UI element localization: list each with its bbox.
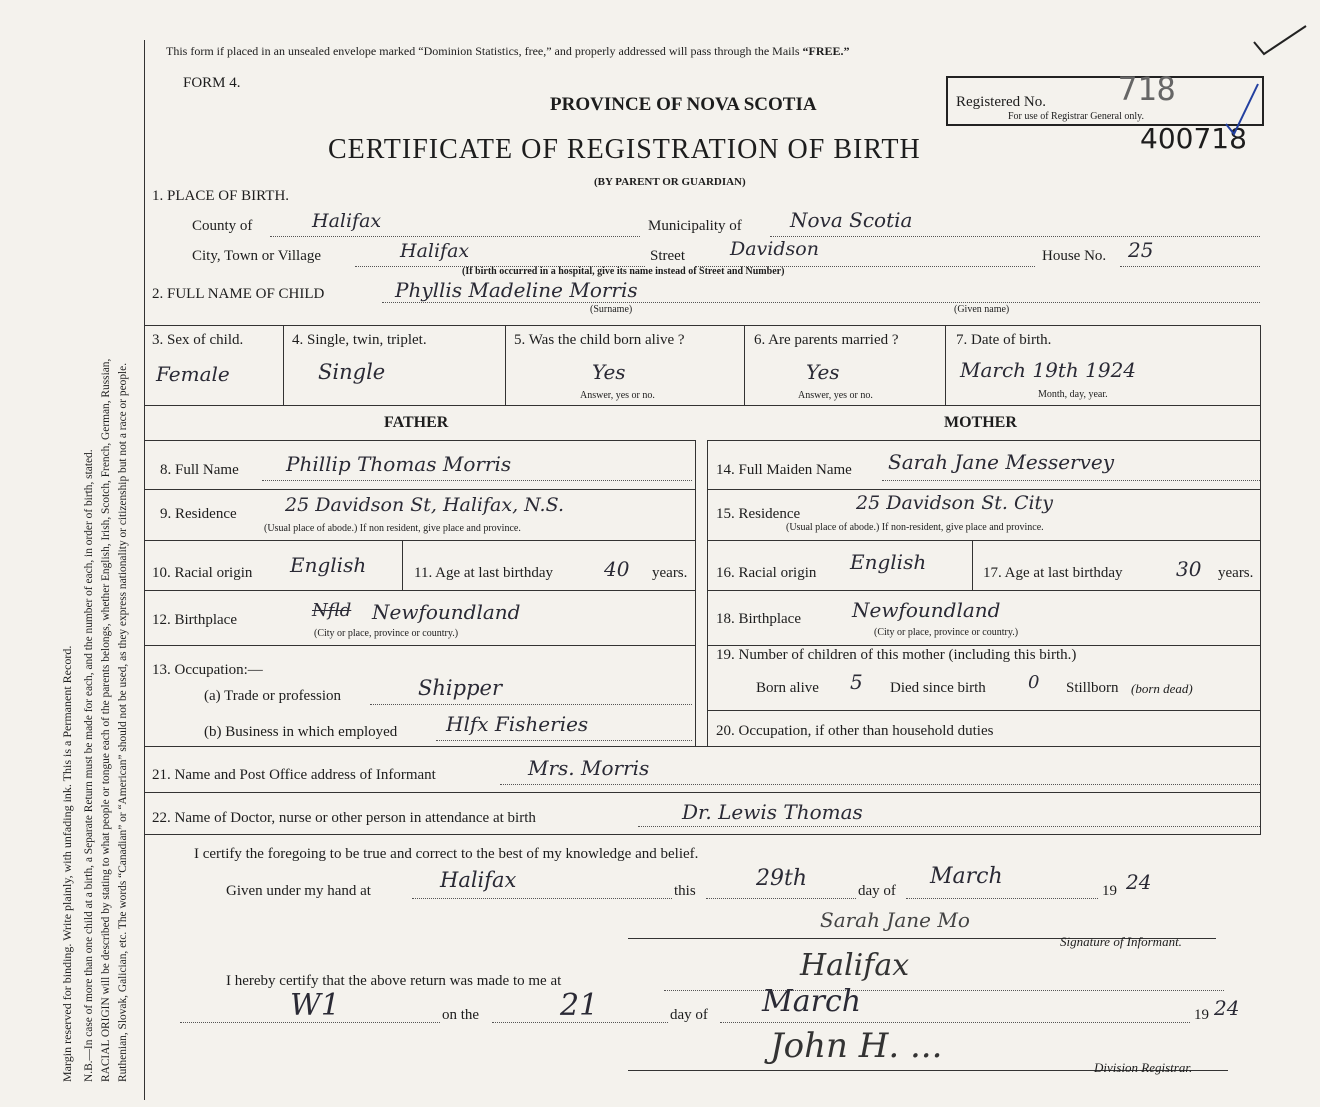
mail-notice-free: “FREE.” <box>802 44 850 58</box>
mother-residence-label: 15. Residence <box>716 506 801 522</box>
registrar-day-value: 21 <box>560 988 599 1023</box>
father-age-value: 40 <box>604 557 630 581</box>
stillborn-label: Stillborn <box>1066 680 1119 696</box>
father-name-line <box>262 480 692 481</box>
born-alive-count-label: Born alive <box>756 680 819 696</box>
margin-note-multiple-births: N.B.—In case of more than one child at a birth, a Separate Return must be made for each, and the number of each, in order of birth, stated. <box>83 449 95 1082</box>
married-label: 6. Are parents married ? <box>754 332 899 348</box>
row-divider-doctor <box>144 792 1260 793</box>
father-trade-label: (a) Trade or profession <box>204 688 342 704</box>
informant-value: Mrs. Morris <box>528 756 650 780</box>
given-year-value: 24 <box>1126 870 1152 894</box>
plurality-label: 4. Single, twin, triplet. <box>292 332 427 348</box>
born-alive-label: 5. Was the child born alive ? <box>514 332 685 348</box>
dob-value: March 19th 1924 <box>960 358 1137 382</box>
mother-racial-label: 16. Racial origin <box>716 565 817 581</box>
street-value: Davidson <box>730 238 819 260</box>
mail-notice <box>166 44 850 59</box>
given-year-prefix: 19 <box>1102 883 1117 899</box>
mother-occupation-label: 20. Occupation, if other than household duties <box>716 723 994 739</box>
father-business-label: (b) Business in which employed <box>204 724 398 740</box>
informant-signature: Sarah Jane Mo <box>820 908 970 932</box>
registrar-extra-mark: W1 <box>290 988 340 1023</box>
form-left-border <box>144 40 145 1100</box>
father-birthplace-note: (City or place, province or country.) <box>314 628 459 639</box>
mother-age-label: 17. Age at last birthday <box>983 565 1123 581</box>
row-divider-parents <box>144 405 1260 406</box>
page-subtitle: (BY PARENT OR GUARDIAN) <box>594 176 746 188</box>
registrar-day-of-label: day of <box>670 1007 708 1023</box>
given-day-of-label: day of <box>858 883 896 899</box>
mother-name-value: Sarah Jane Messervey <box>888 450 1115 474</box>
married-value: Yes <box>806 360 840 384</box>
form-number: FORM 4. <box>183 75 241 91</box>
registrar-statement: I hereby certify that the above return was made to me at <box>226 973 562 989</box>
mdy-note: Month, day, year. <box>1038 389 1108 400</box>
father-birthplace-value: Newfoundland <box>372 600 521 624</box>
given-day-line <box>706 898 856 899</box>
registrar-on-the-label: on the <box>442 1007 480 1023</box>
municipality-value: Nova Scotia <box>790 208 913 232</box>
registrar-month-line <box>720 1022 1190 1023</box>
margin-note-racial-origin-2: Ruthenian, Slovak, Galician, etc. The words “Canadian” or “American” should not be used, as they express nationality or citizenship but not a race or people. <box>117 362 129 1082</box>
house-line <box>1120 266 1260 267</box>
margin-note-binding: Margin reserved for binding. Write plainly, with unfading ink. This is a Permanent Record. <box>60 645 74 1082</box>
born-alive-count-value: 5 <box>850 670 863 694</box>
col-divider-6 <box>744 325 745 405</box>
father-age-divider <box>402 540 403 590</box>
father-age-label: 11. Age at last birthday <box>414 565 553 581</box>
child-name-value: Phyllis Madeline Morris <box>395 278 638 302</box>
mother-residence-value: 25 Davidson St. City <box>856 492 1053 514</box>
father-residence-label: 9. Residence <box>160 506 237 522</box>
informant-line <box>500 784 1260 785</box>
stillborn-note: (born dead) <box>1131 681 1193 696</box>
father-name-value: Phillip Thomas Morris <box>286 452 512 476</box>
informant-signature-note: Signature of Informant. <box>1060 934 1182 949</box>
checkmark-icon <box>1250 20 1310 60</box>
doctor-line <box>638 826 1260 827</box>
father-residence-note: (Usual place of abode.) If non resident, give place and province. <box>264 523 521 534</box>
mother-name-label: 14. Full Maiden Name <box>716 462 852 478</box>
county-value: Halifax <box>312 210 382 232</box>
answer-note-5: Answer, yes or no. <box>580 390 655 401</box>
doctor-value: Dr. Lewis Thomas <box>682 800 863 824</box>
margin-note-racial-origin: RACIAL ORIGIN will be described by stating to what people or tongue each of the parents belongs, whether English, Irish, Scotch, French, German, Russian, <box>100 358 112 1082</box>
registrar-mark-line <box>180 1022 440 1023</box>
father-row-line-3 <box>144 590 695 591</box>
form-right-border <box>1260 325 1261 835</box>
father-racial-value: English <box>290 553 367 577</box>
sex-label: 3. Sex of child. <box>152 332 244 348</box>
municipality-label: Municipality of <box>648 218 742 234</box>
mother-age-divider <box>972 540 973 590</box>
father-birthplace-struck: Nfld <box>312 600 352 621</box>
city-label: City, Town or Village <box>192 248 322 264</box>
given-day-value: 29th <box>756 866 808 891</box>
parent-divider-a <box>695 440 696 746</box>
street-label: Street <box>650 248 685 264</box>
row-divider-informant <box>144 746 1260 747</box>
father-business-line <box>436 740 692 741</box>
given-month-value: March <box>930 864 1003 889</box>
house-value: 25 <box>1128 238 1154 262</box>
mother-row-line-1 <box>707 489 1260 490</box>
registrar-month-value: March <box>762 984 862 1019</box>
given-month-line <box>906 898 1098 899</box>
father-row-line-2 <box>144 540 695 541</box>
certify-statement: I certify the foregoing to be true and correct to the best of my knowledge and belief. <box>194 846 699 862</box>
father-racial-label: 10. Racial origin <box>152 565 253 581</box>
mother-birthplace-note: (City or place, province or country.) <box>874 627 1019 638</box>
mother-row-line-5 <box>707 710 1260 711</box>
col-divider-7 <box>945 325 946 405</box>
father-residence-value: 25 Davidson St, Halifax, N.S. <box>285 494 564 516</box>
county-label: County of <box>192 218 253 234</box>
father-heading-line <box>144 440 695 441</box>
county-line <box>270 236 640 237</box>
mother-birthplace-label: 18. Birthplace <box>716 611 801 627</box>
registrar-year-prefix: 19 <box>1194 1007 1209 1023</box>
mother-heading-line <box>707 440 1260 441</box>
registrar-place-value: Halifax <box>800 948 910 983</box>
hospital-note: (If birth occurred in a hospital, give its name instead of Street and Number) <box>462 266 785 277</box>
mother-residence-note: (Usual place of abode.) If non-resident, give place and province. <box>786 522 1044 533</box>
father-trade-value: Shipper <box>418 676 502 700</box>
place-of-birth-heading: 1. PLACE OF BIRTH. <box>152 188 290 204</box>
dob-label: 7. Date of birth. <box>956 332 1052 348</box>
mail-notice-text: This form if placed in an unsealed envelope marked “Dominion Statistics, free,” and properly addressed will pass through the Mails <box>166 44 803 58</box>
registrar-year-value: 24 <box>1214 996 1240 1020</box>
row-divider-certify <box>144 834 1260 835</box>
father-row-line-4 <box>144 645 695 646</box>
stamp-number: 400718 <box>1140 122 1247 155</box>
father-name-label: 8. Full Name <box>160 462 239 478</box>
mother-row-line-4 <box>707 645 1260 646</box>
page-title: CERTIFICATE OF REGISTRATION OF BIRTH <box>328 134 921 165</box>
father-years: years. <box>652 565 688 581</box>
surname-note: (Surname) <box>590 304 633 315</box>
child-name-label: 2. FULL NAME OF CHILD <box>152 286 325 302</box>
municipality-line <box>770 236 1260 237</box>
given-name-note: (Given name) <box>954 304 1010 315</box>
mother-years: years. <box>1218 565 1254 581</box>
col-divider-5 <box>505 325 506 405</box>
house-label: House No. <box>1042 248 1107 264</box>
doctor-label: 22. Name of Doctor, nurse or other person in attendance at birth <box>152 810 536 826</box>
registrar-signature: John H. ... <box>770 1026 943 1066</box>
row-divider-top <box>144 325 1260 326</box>
mother-row-line-2 <box>707 540 1260 541</box>
father-birthplace-label: 12. Birthplace <box>152 612 237 628</box>
mother-racial-value: English <box>850 550 927 574</box>
mother-row-line-3 <box>707 590 1260 591</box>
given-place-line <box>412 898 672 899</box>
given-this-label: this <box>674 883 696 899</box>
given-place-value: Halifax <box>440 868 517 892</box>
parent-divider-b <box>707 440 708 746</box>
died-since-birth-value: 0 <box>1028 672 1040 693</box>
mother-name-line <box>882 480 1260 481</box>
father-heading: FATHER <box>384 414 449 431</box>
registered-value: 718 <box>1118 70 1176 108</box>
registrar-place-line <box>664 990 1224 991</box>
informant-label: 21. Name and Post Office address of Informant <box>152 767 436 783</box>
blue-check-icon <box>1222 80 1262 140</box>
mother-heading: MOTHER <box>944 414 1017 431</box>
born-alive-value: Yes <box>592 360 626 384</box>
city-value: Halifax <box>400 240 470 262</box>
father-row-line-1 <box>144 489 695 490</box>
given-under-label: Given under my hand at <box>226 883 371 899</box>
registrar-use-note: For use of Registrar General only. <box>1008 111 1144 122</box>
father-trade-line <box>370 704 692 705</box>
sex-value: Female <box>156 362 230 386</box>
mother-birthplace-value: Newfoundland <box>852 598 1001 622</box>
died-since-birth-label: Died since birth <box>890 680 986 696</box>
mother-children-label: 19. Number of children of this mother (including this birth.) <box>716 647 1077 663</box>
registrar-signature-note: Division Registrar. <box>1094 1060 1193 1075</box>
child-name-line <box>382 302 1260 303</box>
province-heading: PROVINCE OF NOVA SCOTIA <box>550 94 817 115</box>
registered-label: Registered No. <box>956 94 1046 110</box>
mother-age-value: 30 <box>1176 557 1202 581</box>
plurality-value: Single <box>318 360 386 384</box>
answer-note-6: Answer, yes or no. <box>798 390 873 401</box>
col-divider-4 <box>283 325 284 405</box>
father-business-value: Hlfx Fisheries <box>446 712 589 736</box>
father-occupation-label: 13. Occupation:— <box>152 662 263 678</box>
